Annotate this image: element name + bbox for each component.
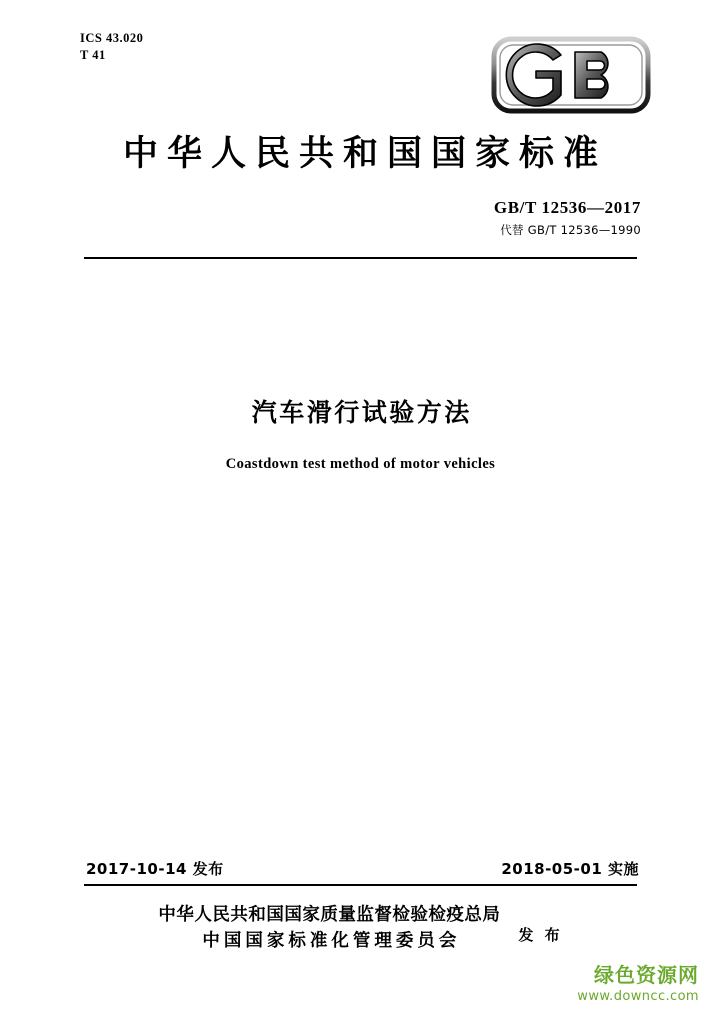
- watermark-site-name: 绿色资源网: [594, 963, 699, 987]
- publisher-line-1: 中华人民共和国国家质量监督检验检疫总局: [158, 905, 501, 925]
- standard-number-block: [494, 198, 641, 238]
- standard-number: GB/T 12536—2017: [493, 198, 641, 217]
- publisher-names: [158, 902, 500, 955]
- gb-logo-icon: [491, 36, 651, 114]
- publish-label: 发 布: [518, 925, 563, 944]
- header-divider: [84, 257, 637, 259]
- ics-classification-block: [80, 30, 143, 64]
- classification-code: T 41: [80, 47, 106, 62]
- effective-date: 2018-05-01 实施: [501, 860, 639, 878]
- site-watermark: [577, 964, 699, 1004]
- document-title-chinese: 汽车滑行试验方法: [251, 398, 472, 427]
- issue-date: 2017-10-14 发布: [86, 860, 224, 878]
- publisher-block: [0, 902, 721, 955]
- watermark-site-url: www.downcc.com: [577, 989, 699, 1004]
- standard-replaces: 代替 GB/T 12536—1990: [500, 223, 641, 237]
- publisher-line-2: 中国国家标准化管理委员会: [202, 931, 461, 952]
- national-standard-heading: 中华人民共和国国家标准: [122, 134, 607, 174]
- footer-divider: [84, 884, 637, 886]
- document-title-english: Coastdown test method of motor vehicles: [225, 456, 496, 472]
- ics-code: ICS 43.020: [80, 31, 144, 45]
